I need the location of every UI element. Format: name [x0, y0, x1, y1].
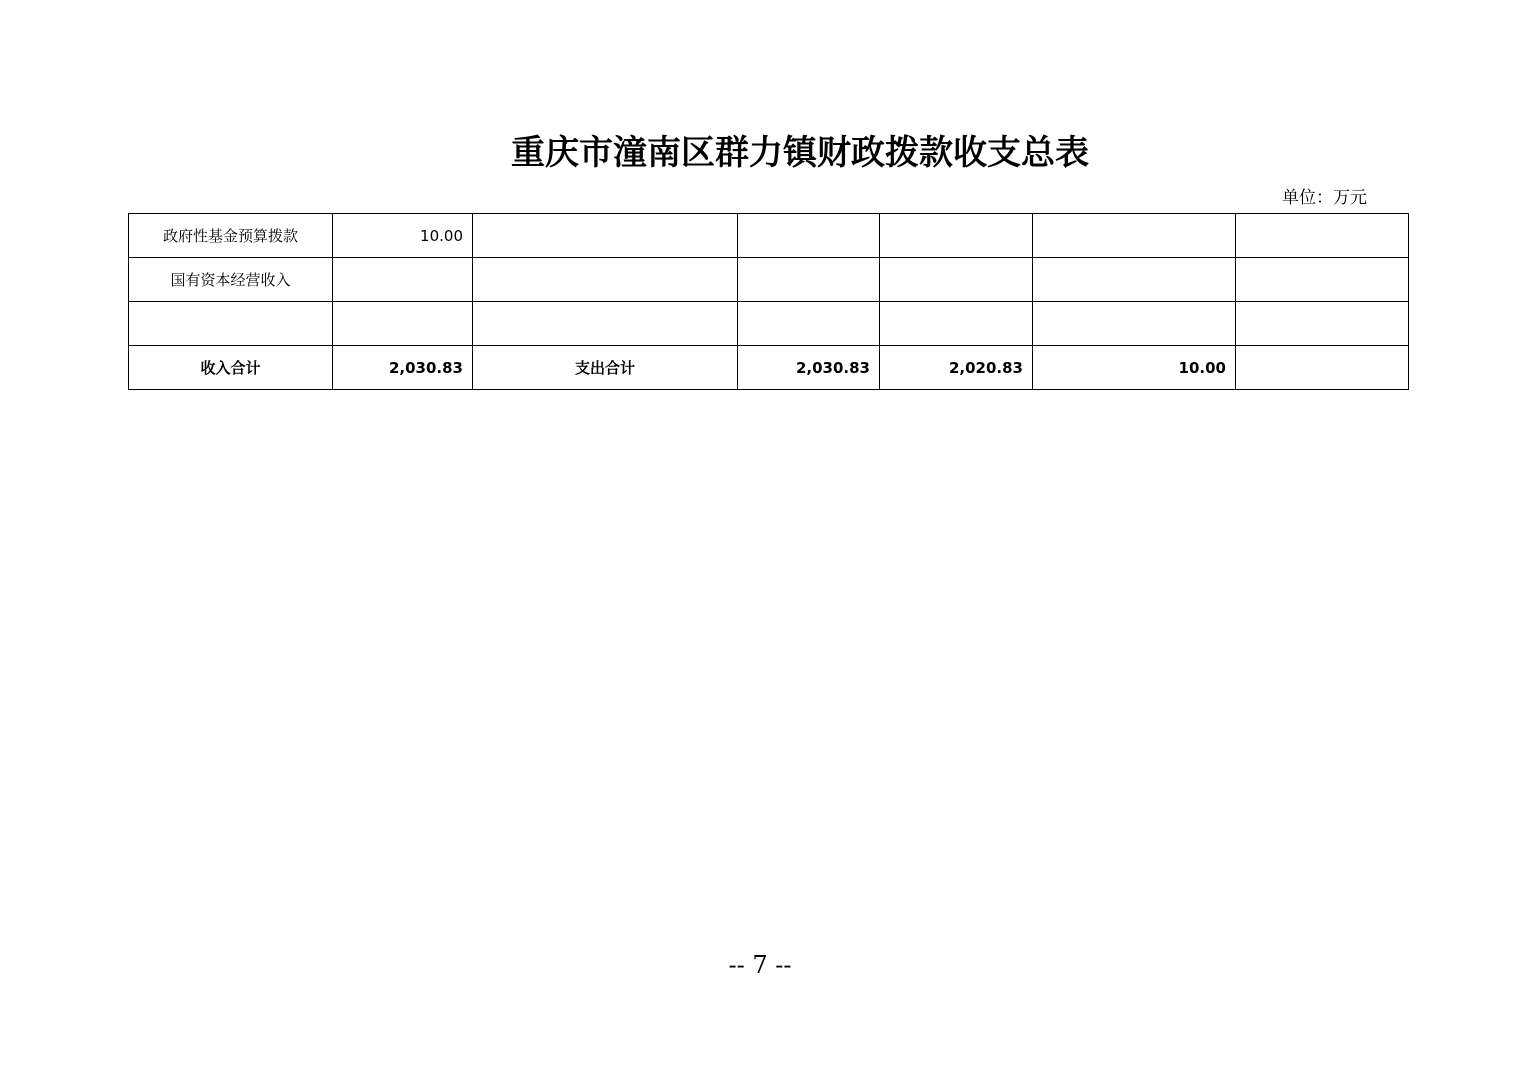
unit-label: 单位：万元: [1282, 188, 1367, 208]
fiscal-summary-table: [128, 213, 1409, 390]
expense-total: [738, 302, 880, 346]
expense-government-fund: [1033, 258, 1236, 302]
expense-state-capital-total: [1236, 346, 1409, 390]
table-row: [129, 214, 1409, 258]
expense-general-budget-total: 2,020.83: [880, 346, 1033, 390]
table-row: [129, 302, 1409, 346]
expense-government-fund: [1033, 302, 1236, 346]
expense-total: [738, 214, 880, 258]
table-row: [129, 258, 1409, 302]
expense-total-label: 支出合计: [473, 346, 738, 390]
income-amount: [333, 302, 473, 346]
income-item-label: 国有资本经营收入: [129, 258, 333, 302]
expense-total-amount: 2,030.83: [738, 346, 880, 390]
income-item-label: [129, 302, 333, 346]
expense-government-fund-total: 10.00: [1033, 346, 1236, 390]
expense-item-label: [473, 214, 738, 258]
expense-state-capital: [1236, 214, 1409, 258]
income-total-label: 收入合计: [129, 346, 333, 390]
expense-state-capital: [1236, 302, 1409, 346]
expense-item-label: [473, 302, 738, 346]
expense-state-capital: [1236, 258, 1409, 302]
expense-government-fund: [1033, 214, 1236, 258]
expense-item-label: [473, 258, 738, 302]
expense-total: [738, 258, 880, 302]
totals-row: [129, 346, 1409, 390]
income-item-label: 政府性基金预算拨款: [129, 214, 333, 258]
document-title: 重庆市潼南区群力镇财政拨款收支总表: [511, 133, 1089, 173]
income-amount: [333, 258, 473, 302]
expense-general-budget: [880, 214, 1033, 258]
page-number: -- 7 --: [728, 951, 792, 979]
income-amount: 10.00: [333, 214, 473, 258]
expense-general-budget: [880, 258, 1033, 302]
expense-general-budget: [880, 302, 1033, 346]
income-total-amount: 2,030.83: [333, 346, 473, 390]
